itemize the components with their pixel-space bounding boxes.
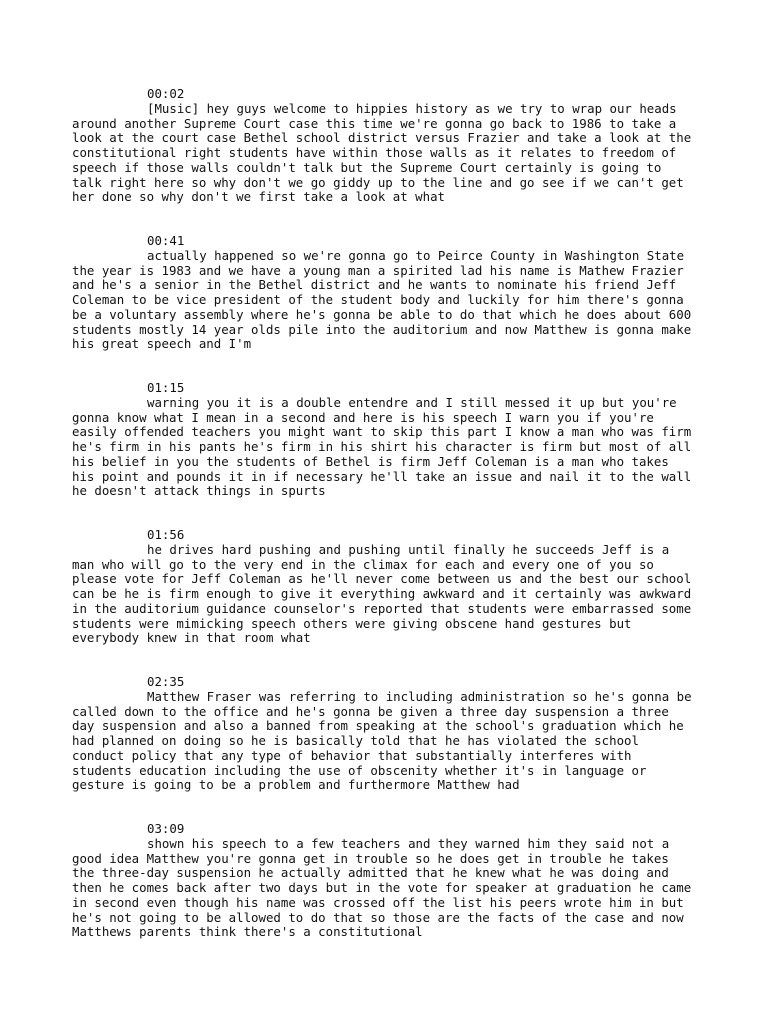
transcript-line: her done so why don't we first take a look at what — [72, 189, 445, 205]
transcript-line: students were mimicking speech others were giving obscene hand gestures but — [72, 615, 632, 631]
transcript-line: everybody knew in that room what — [72, 630, 311, 646]
timestamp: 03:09 — [147, 821, 185, 836]
transcript-line: gesture is going to be a problem and furthermore Matthew had — [72, 777, 520, 793]
transcript-line: he's not going to be allowed to do that so those are the facts of the case and now — [72, 909, 684, 925]
transcript-line: shown his speech to a few teachers and they warned him they said not a — [147, 835, 670, 851]
transcript-segment — [72, 234, 712, 352]
transcript-segment — [72, 675, 712, 793]
transcript-line: he doesn't attack things in spurts — [72, 483, 326, 499]
transcript-line: be a voluntary assembly where he's gonna be able to do that which he does about 600 — [72, 306, 692, 322]
transcript-segment — [72, 87, 712, 205]
transcript-line: gonna know what I mean in a second and here is his speech I warn you if you're — [72, 409, 654, 425]
transcript-line: the year is 1983 and we have a young man a spirited lad his name is Mathew Frazier — [72, 262, 684, 278]
transcript-line: actually happened so we're gonna go to Peirce County in Washington State — [147, 247, 685, 263]
transcript-line: the three-day suspension he actually admitted that he knew what he was doing and — [72, 865, 669, 881]
timestamp: 02:35 — [147, 674, 185, 689]
transcript-line: then he comes back after two days but in the vote for speaker at graduation he came — [72, 880, 692, 895]
transcript-line: day suspension and also a banned from speaking at the school's graduation which he — [72, 718, 684, 734]
transcript-line: his belief in you the students of Bethel is firm Jeff Coleman is a man who takes — [72, 453, 669, 469]
transcript-line: Matthews parents think there's a constitutional — [72, 924, 423, 940]
transcript-line: please vote for Jeff Coleman as he'll never come between us and the best our school — [72, 571, 692, 587]
transcript-line: called down to the office and he's gonna be given a three day suspension a three — [72, 703, 669, 719]
transcript-line: in the auditorium guidance counselor's reported that students were embarrassed some — [72, 600, 692, 616]
transcript-segment — [72, 381, 712, 499]
transcript-line: had planned on doing so he is basically told that he has violated the school — [72, 733, 639, 748]
transcript-line: [Music] hey guys welcome to hippies history as we try to wrap our heads — [147, 100, 677, 116]
transcript-line: easily offended teachers you might want to skip this part I know a man who was firm — [72, 424, 692, 440]
transcript-line: he's firm in his pants he's firm in his shirt his character is firm but most of all — [72, 439, 692, 454]
transcript-line: good idea Matthew you're gonna get in trouble so he does get in trouble he takes — [72, 850, 669, 866]
transcript-line: speech if those walls couldn't talk but the Supreme Court certainly is going to — [72, 159, 662, 175]
transcript-line: can be he is firm enough to give it everything awkward and it certainly was awkward — [72, 586, 692, 601]
transcript-line: constitutional right students have within those walls as it relates to freedom of — [72, 145, 677, 160]
transcript-segment — [72, 528, 712, 646]
transcript-line: warning you it is a double entendre and I still messed it up but you're — [147, 394, 677, 410]
timestamp: 01:56 — [147, 527, 185, 542]
transcript-line: he drives hard pushing and pushing until finally he succeeds Jeff is a — [147, 541, 670, 557]
transcript-line: look at the court case Bethel school district versus Frazier and take a look at the — [72, 130, 692, 146]
transcript-line: talk right here so why don't we go giddy up to the line and go see if we can't get — [72, 174, 684, 190]
transcript-line: Matthew Fraser was referring to including administration so he's gonna be — [147, 688, 692, 704]
transcript-line: students education including the use of obscenity whether it's in language or — [72, 762, 647, 778]
transcript-line: his great speech and I'm — [72, 336, 252, 352]
transcript-line: students mostly 14 year olds pile into the auditorium and now Matthew is gonna make — [72, 321, 692, 337]
timestamp: 00:02 — [147, 86, 185, 101]
timestamp: 00:41 — [147, 233, 185, 248]
transcript-line: man who will go to the very end in the climax for each and every one of you so — [72, 556, 654, 572]
transcript-line: in second even though his name was crossed off the list his peers wrote him in but — [72, 894, 684, 910]
timestamp: 01:15 — [147, 380, 185, 395]
transcript-line: around another Supreme Court case this time we're gonna go back to 1986 to take a — [72, 115, 677, 131]
transcript-line: conduct policy that any type of behavior that substantially interferes with — [72, 747, 632, 763]
transcript-segment — [72, 822, 712, 940]
transcript-line: and he's a senior in the Bethel district and he wants to nominate his friend Jeff — [72, 277, 677, 293]
transcript-line: Coleman to be vice president of the student body and luckily for him there's gonna — [72, 292, 684, 307]
transcript-line: his point and pounds it in if necessary he'll take an issue and nail it to the wall — [72, 468, 692, 484]
